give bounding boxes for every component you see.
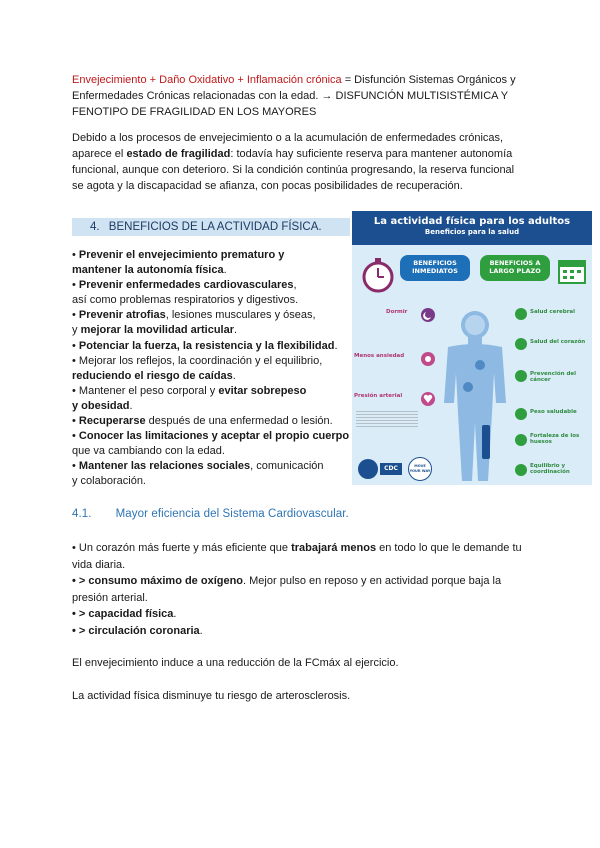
benefit-line-bold: Prevenir atrofias <box>78 309 166 322</box>
right-item-1: Salud cerebral <box>530 309 576 315</box>
benefit-line <box>72 399 357 414</box>
cardio-bullet-3-bold: • > capacidad física <box>72 608 174 620</box>
para-line-3: funcional, aunque con deterioro. Si la condición continúa progresando, la reserva funcional <box>72 164 515 176</box>
benefit-line <box>72 323 357 338</box>
human-body-figure <box>430 303 520 483</box>
right-item-3: Prevención del cáncer <box>530 371 577 383</box>
cardio-bullet-3-rest: . <box>173 608 177 620</box>
cancer-prevention-icon <box>514 369 528 383</box>
benefit-line-rest: así como problemas respiratorios y digestivos. <box>72 294 299 307</box>
benefit-line <box>72 354 357 369</box>
para-line-2 <box>72 146 512 163</box>
para-line-1: Debido a los procesos de envejecimiento o a la acumulación de enfermedades crónicas, <box>72 132 504 144</box>
benefit-line-pre: • <box>72 339 79 352</box>
infographic-title: La actividad física para los adultos <box>373 216 571 227</box>
benefit-line-bold: Mantener las relaciones sociales <box>78 460 251 473</box>
section-4-1-number: 4.1. <box>72 508 92 520</box>
intro-line-2: Enfermedades Crónicas relacionadas con la edad. → DISFUNCIÓN MULTISISTÉMICA Y <box>72 90 509 102</box>
benefit-line <box>72 293 357 308</box>
benefit-line-rest: , <box>293 279 297 292</box>
benefit-line <box>72 429 357 444</box>
section-4-1-title: Mayor eficiencia del Sistema Cardiovascular. <box>115 508 349 520</box>
infographic-subtitle: Beneficios para la salud <box>424 228 520 236</box>
benefit-line-pre: • <box>72 309 79 322</box>
benefit-line-bold: mantener la autonomía física <box>72 264 224 277</box>
benefit-line-pre: • Mejorar los reflejos, la coordinación y el equilibrio, <box>72 354 323 367</box>
cardio-bullet-1-rest: en todo lo que le demande tu vida diaria. <box>72 542 522 571</box>
benefit-line-pre: y <box>72 324 81 337</box>
benefit-line-pre: • <box>72 430 79 443</box>
cardio-paragraph-1: El envejecimiento induce a una reducción de la FCmáx al ejercicio. <box>72 657 399 669</box>
benefit-line-rest: después de una enfermedad o lesión. <box>145 415 333 428</box>
section-4-number: 4. <box>90 221 100 233</box>
benefit-line-bold: evitar sobrepeso <box>218 384 307 397</box>
right-item-2: Salud del corazón <box>530 339 586 345</box>
long-term-benefits-pill: BENEFICIOS A LARGO PLAZO <box>480 255 550 281</box>
benefit-line-rest: que va cambiando con la edad. <box>72 445 225 458</box>
benefit-line-rest: y colaboración. <box>72 475 146 488</box>
benefit-line-rest: , comunicación <box>250 460 324 473</box>
benefit-line-bold: reduciendo el riesgo de caídas <box>72 369 233 382</box>
benefit-line <box>72 339 357 354</box>
hhs-logo <box>358 459 378 479</box>
benefits-list <box>72 248 357 490</box>
immediate-benefits-pill: BENEFICIOS INMEDIATOS <box>400 255 470 281</box>
benefit-line <box>72 384 357 399</box>
sleep-icon <box>420 307 436 323</box>
benefit-line-rest: . <box>129 399 133 412</box>
cardio-bullet-1 <box>72 540 532 573</box>
benefit-line <box>72 474 357 489</box>
blood-pressure-icon <box>420 391 436 407</box>
benefit-line-bold: y obesidad <box>72 399 130 412</box>
bone-icon <box>514 433 528 447</box>
intro-red-text: Envejecimiento + Daño Oxidativo + Inflamación crónica <box>72 74 342 86</box>
balance-icon <box>514 463 528 477</box>
intro-line-1 <box>72 72 516 89</box>
move-your-way-logo: MOVE YOUR WAY <box>408 457 432 481</box>
cardio-paragraph-2: La actividad física disminuye tu riesgo de arterosclerosis. <box>72 689 351 702</box>
benefit-line <box>72 308 357 323</box>
benefit-line-pre: • <box>72 460 79 473</box>
right-item-6: Equilibrio y coordinación <box>530 463 570 475</box>
cardio-content <box>72 540 532 704</box>
stopwatch-icon <box>358 255 398 295</box>
benefit-line-rest: . <box>234 324 238 337</box>
right-item-5: Fortaleza de los huesos <box>530 433 580 445</box>
left-item-1: Dormir <box>386 309 408 315</box>
footnote-text <box>356 411 418 427</box>
infographic-header <box>352 211 592 245</box>
benefit-line-pre: • <box>72 415 79 428</box>
benefit-line <box>72 414 357 429</box>
cardio-bullet-4-bold: • > circulación coronaria <box>72 624 200 637</box>
benefit-line-rest: , lesiones musculares y óseas, <box>165 309 316 322</box>
benefit-line-rest: . <box>334 339 338 352</box>
section-4-title: BENEFICIOS DE LA ACTIVIDAD FÍSICA. <box>108 221 322 233</box>
benefit-line-rest: . <box>223 264 227 277</box>
benefit-line <box>72 248 357 263</box>
cardio-bullet-1-pre: • Un corazón más fuerte y más eficiente que <box>72 542 292 554</box>
benefit-line-bold: Recuperarse <box>78 415 146 428</box>
section-4-heading <box>72 218 350 236</box>
benefit-line-bold: mejorar la movilidad articular <box>80 324 235 337</box>
cdc-logo: CDC <box>380 463 402 475</box>
benefit-line-bold: Conocer las limitaciones y aceptar el propio cuerpo <box>78 430 350 443</box>
calendar-icon <box>556 255 588 287</box>
benefit-line <box>72 369 357 384</box>
benefit-line <box>72 263 357 278</box>
heart-icon <box>514 337 528 351</box>
cardio-bullet-2-rest: . Mejor pulso en reposo y en actividad porque baja la presión arterial. <box>72 575 502 604</box>
cardio-bullet-2 <box>72 573 532 606</box>
para-line-2-c: : todavía hay suficiente reserva para mantener autonomía <box>230 148 513 160</box>
cardio-bullet-2-bold: • > consumo máximo de oxígeno <box>72 575 244 587</box>
benefit-line-pre: • Mantener el peso corporal y <box>72 384 219 397</box>
benefit-line <box>72 444 357 459</box>
left-item-2: Menos ansiedad <box>354 353 405 359</box>
section-4-1-heading <box>72 508 349 520</box>
benefit-line <box>72 278 357 293</box>
cardio-bullet-4 <box>72 623 532 640</box>
para-line-2-a: aparece el <box>72 148 127 160</box>
benefit-line-bold: Potenciar la fuerza, la resistencia y la flexibilidad <box>78 339 335 352</box>
left-item-1-text <box>370 317 416 321</box>
benefit-line-bold: Prevenir el envejecimiento prematuro y <box>78 249 285 261</box>
cardio-bullet-3 <box>72 606 532 623</box>
anxiety-icon <box>420 351 436 367</box>
right-item-4: Peso saludable <box>530 409 577 415</box>
cardio-bullet-1-bold: trabajará menos <box>291 542 377 554</box>
fragility-term: estado de fragilidad <box>126 148 231 160</box>
scale-icon <box>514 407 528 421</box>
benefit-line-bold: Prevenir enfermedades cardiovasculares <box>78 279 294 292</box>
cardio-bullet-4-rest: . <box>199 624 203 637</box>
brain-icon <box>514 307 528 321</box>
benefit-line <box>72 459 357 474</box>
benefit-line-rest: . <box>232 369 236 382</box>
benefit-line-pre: • <box>72 249 79 261</box>
benefit-line-pre: • <box>72 279 79 292</box>
intro-line-3: FENOTIPO DE FRAGILIDAD EN LOS MAYORES <box>72 106 317 118</box>
left-item-3: Presión arterial <box>354 393 403 399</box>
intro-line-1-rest: = Disfunción Sistemas Orgánicos y <box>341 74 516 86</box>
para-line-4: se agota y la discapacidad se afianza, con pocas posibilidades de recuperación. <box>72 180 463 192</box>
infographic <box>352 211 592 485</box>
